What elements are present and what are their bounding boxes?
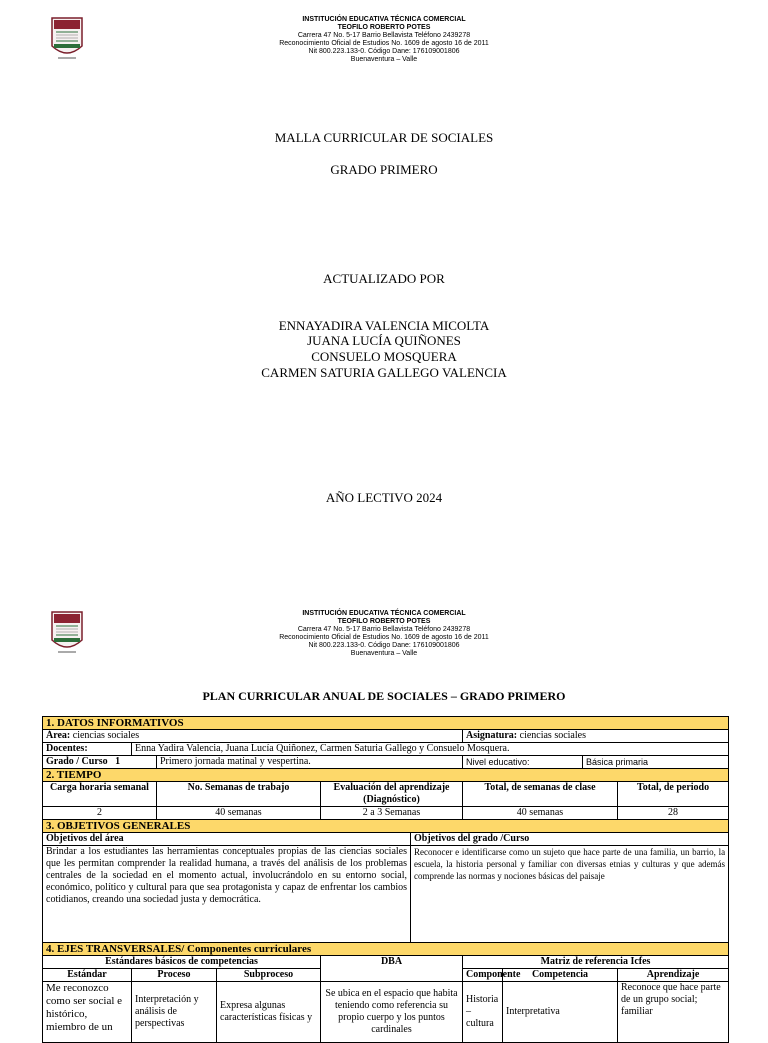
subprocess-column-header: Subproceso <box>217 969 321 982</box>
area-label: Área: <box>46 730 71 741</box>
section-heading-row <box>43 943 729 956</box>
school-name-line1: INSTITUCIÓN EDUCATIVA TÉCNICA COMERCIAL <box>302 610 466 617</box>
competence-column-header: Competencia <box>503 969 618 982</box>
grade-row <box>43 756 729 769</box>
time-header-row <box>43 782 729 807</box>
standards-title: Estándares básicos de competencias <box>43 956 321 969</box>
institution-info <box>230 16 538 64</box>
time-header: Total, de periodo <box>618 782 729 807</box>
cover-year: AÑO LECTIVO 2024 <box>325 490 443 505</box>
school-recognition: Reconocimiento Oficial de Estudios No. 1609 de agosto 16 de 2011 <box>279 634 489 641</box>
time-header: Carga horaria semanal <box>43 782 157 807</box>
subject-value: ciencias sociales <box>519 730 586 741</box>
area-row <box>43 730 729 743</box>
school-crest-icon <box>50 16 84 62</box>
area-value: ciencias sociales <box>72 730 140 741</box>
grade-value: Primero jornada matinal y vespertina. <box>157 756 463 769</box>
section-heading-row <box>43 717 729 730</box>
learning-cell: Reconoce que hace parte de un grupo social; familiar <box>618 982 729 1043</box>
cover-author: CARMEN SATURIA GALLEGO VALENCIA <box>261 365 507 380</box>
time-value: 2 <box>43 807 157 820</box>
time-values-row <box>43 807 729 820</box>
axes-group-row <box>43 956 729 969</box>
school-city: Buenaventura – Valle <box>350 56 418 63</box>
standard-column-header: Estándar <box>43 969 132 982</box>
time-header: No. Semanas de trabajo <box>157 782 321 807</box>
grade-label: Grado / Curso <box>46 756 108 767</box>
institution-info <box>230 610 538 658</box>
section-heading-row <box>43 769 729 782</box>
time-header: Evaluación del aprendizaje (Diagnóstico) <box>321 782 463 807</box>
cover-title: MALLA CURRICULAR DE SOCIALES <box>274 130 494 145</box>
cover-author: ENNAYADIRA VALENCIA MICOLTA <box>278 318 490 333</box>
process-cell: Interpretación y análisis de perspectivas <box>132 982 217 1043</box>
teachers-label-text: Docentes: <box>46 743 88 754</box>
section-3-heading: 3. OBJETIVOS GENERALES <box>43 820 729 833</box>
plan-title: PLAN CURRICULAR ANUAL DE SOCIALES – GRADO PRIMERO <box>202 689 566 703</box>
school-address: Carrera 47 No. 5-17 Barrio Bellavista Teléfono 2439278 <box>297 626 471 633</box>
school-recognition: Reconocimiento Oficial de Estudios No. 1609 de agosto 16 de 2011 <box>279 40 489 47</box>
school-name-line2: TEOFILO ROBERTO POTES <box>337 618 431 625</box>
learning-column-header: Aprendizaje <box>618 969 729 982</box>
grade-label-cell <box>43 756 157 769</box>
teachers-row <box>43 743 729 756</box>
cover-author: JUANA LUCÍA QUIÑONES <box>307 333 461 348</box>
time-header: Total, de semanas de clase <box>463 782 618 807</box>
time-value: 40 semanas <box>463 807 618 820</box>
time-value: 40 semanas <box>157 807 321 820</box>
objectives-text-row <box>43 846 729 943</box>
process-column-header: Proceso <box>132 969 217 982</box>
component-column-header: Componente <box>463 969 503 982</box>
level-value: Básica primaria <box>583 756 729 769</box>
cover-updated-by: ACTUALIZADO POR <box>323 271 445 286</box>
cover-author: CONSUELO MOSQUERA <box>311 349 457 364</box>
standard-cell: Me reconozco como ser social e histórico, miembro de un <box>43 982 132 1043</box>
objectives-title-row <box>43 833 729 846</box>
time-value: 28 <box>618 807 729 820</box>
time-value: 2 a 3 Semanas <box>321 807 463 820</box>
grade-number: 1 <box>115 756 121 767</box>
grade-objectives-text: Reconocer e identificarse como un sujeto que hace parte de una familia, un barrio, la escuela, la historia personal y familiar con diversas etnias y culturas y que además comprende las normas y nociones básicas del paisaje <box>411 846 729 943</box>
teachers-label <box>43 743 132 756</box>
section-4-heading: 4. EJES TRANSVERSALES/ Componentes curriculares <box>43 943 729 956</box>
section-heading-row <box>43 820 729 833</box>
school-name-line2: TEOFILO ROBERTO POTES <box>337 24 431 31</box>
cover-grade: GRADO PRIMERO <box>330 162 438 177</box>
school-crest-icon <box>50 610 84 656</box>
component-cell: Historia – cultura <box>463 982 503 1043</box>
plan-table <box>42 716 729 1043</box>
school-city: Buenaventura – Valle <box>350 650 418 657</box>
subject-cell <box>463 730 729 743</box>
grade-objectives-title: Objetivos del grado /Curso <box>411 833 729 846</box>
section-2-heading: 2. TIEMPO <box>43 769 729 782</box>
school-address: Carrera 47 No. 5-17 Barrio Bellavista Teléfono 2439278 <box>297 32 471 39</box>
level-label: Nivel educativo: <box>463 756 583 769</box>
axes-content-row <box>43 982 729 1043</box>
subject-label: Asignatura: <box>466 730 518 741</box>
dba-cell: Se ubica en el espacio que habita teniendo como referencia su propio cuerpo y los puntos cardinales <box>321 982 463 1043</box>
competence-cell: Interpretativa <box>503 982 618 1043</box>
area-objectives-title: Objetivos del área <box>43 833 411 846</box>
area-cell <box>43 730 463 743</box>
school-name-line1: INSTITUCIÓN EDUCATIVA TÉCNICA COMERCIAL <box>302 16 466 23</box>
section-1-heading: 1. DATOS INFORMATIVOS <box>43 717 729 730</box>
icfes-title: Matriz de referencia Icfes <box>463 956 729 969</box>
school-nit: Nit 800.223.133-0. Código Dane: 176109001806 <box>308 48 460 55</box>
subprocess-cell: Expresa algunas características físicas y <box>217 982 321 1043</box>
dba-title: DBA <box>321 956 463 982</box>
school-nit: Nit 800.223.133-0. Código Dane: 176109001806 <box>308 642 460 649</box>
area-objectives-text: Brindar a los estudiantes las herramientas conceptuales propias de las ciencias sociales que les permitan comprender la realidad humana, a través del análisis de los problemas centrales de la sociedad en el momento actual, involucrándolo en su entorno social, económico, político y cultural para que sea protagonista y capaz de enfrentar los cambios cotidianos, creando una sociedad justa y democrática. <box>43 846 411 943</box>
teachers-value: Enna Yadira Valencia, Juana Lucía Quiñonez, Carmen Saturia Gallego y Consuelo Mosquera. <box>132 743 729 756</box>
